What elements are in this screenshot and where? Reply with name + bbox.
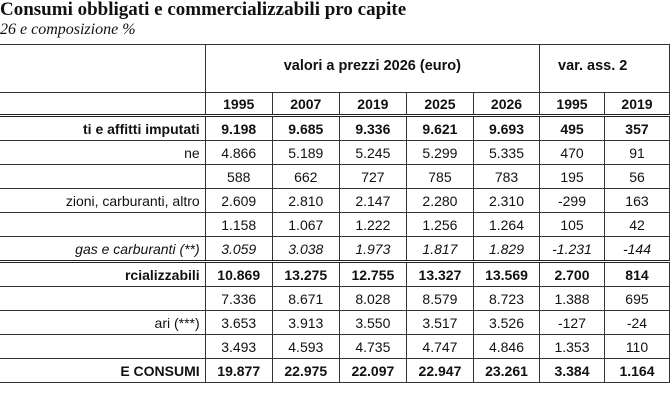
value-cell: 9.336	[339, 116, 406, 141]
value-cell: 8.028	[339, 287, 406, 311]
table-row	[0, 335, 670, 359]
value-cell: 19.877	[205, 359, 272, 383]
table-row	[0, 116, 670, 141]
value-cell: 3.550	[339, 311, 406, 335]
column-header-year: 2019	[339, 93, 406, 116]
value-cell: 13.327	[406, 262, 473, 287]
value-cell: 22.947	[406, 359, 473, 383]
value-cell: 4.735	[339, 335, 406, 359]
variation-cell: 495	[540, 116, 605, 141]
variation-cell: 357	[604, 116, 669, 141]
header-corner	[0, 45, 205, 93]
value-cell: 7.336	[205, 287, 272, 311]
value-cell: 3.913	[272, 311, 339, 335]
header-row-groups	[0, 45, 670, 93]
table-row	[0, 359, 670, 383]
row-label	[0, 165, 205, 189]
row-label: rcializzabili	[0, 262, 205, 287]
value-cell: 1.158	[205, 213, 272, 237]
value-cell: 4.747	[406, 335, 473, 359]
value-cell: 9.693	[473, 116, 539, 141]
table-row	[0, 262, 670, 287]
row-label	[0, 335, 205, 359]
variation-cell: 195	[540, 165, 605, 189]
value-cell: 1.817	[406, 237, 473, 262]
variation-cell: 110	[604, 335, 669, 359]
page-subtitle: 26 e composizione %	[0, 21, 136, 38]
group-header-variation: var. ass. 2	[540, 45, 670, 93]
variation-cell: -24	[604, 311, 669, 335]
value-cell: 22.097	[339, 359, 406, 383]
group-header-values: valori a prezzi 2026 (euro)	[205, 45, 539, 93]
table-row	[0, 287, 670, 311]
value-cell: 13.275	[272, 262, 339, 287]
value-cell: 3.059	[205, 237, 272, 262]
table-row	[0, 311, 670, 335]
variation-cell: 1.353	[540, 335, 605, 359]
column-header-year: 2025	[406, 93, 473, 116]
value-cell: 22.975	[272, 359, 339, 383]
row-label: E CONSUMI	[0, 359, 205, 383]
column-header-year: 2026	[473, 93, 539, 116]
value-cell: 4.866	[205, 141, 272, 165]
value-cell: 12.755	[339, 262, 406, 287]
variation-cell: -299	[540, 189, 605, 213]
value-cell: 588	[205, 165, 272, 189]
variation-cell: 814	[604, 262, 669, 287]
variation-cell: 1.388	[540, 287, 605, 311]
table-viewport	[0, 44, 655, 404]
variation-cell: 470	[540, 141, 605, 165]
header-corner-years	[0, 93, 205, 116]
column-header-var-year: 1995	[540, 93, 605, 116]
variation-cell: 695	[604, 287, 669, 311]
value-cell: 13.569	[473, 262, 539, 287]
table-row	[0, 141, 670, 165]
value-cell: 8.671	[272, 287, 339, 311]
variation-cell: 3.384	[540, 359, 605, 383]
value-cell: 1.222	[339, 213, 406, 237]
variation-cell: 56	[604, 165, 669, 189]
value-cell: 9.685	[272, 116, 339, 141]
value-cell: 23.261	[473, 359, 539, 383]
value-cell: 785	[406, 165, 473, 189]
value-cell: 2.147	[339, 189, 406, 213]
row-label: ti e affitti imputati	[0, 116, 205, 141]
value-cell: 1.973	[339, 237, 406, 262]
value-cell: 9.198	[205, 116, 272, 141]
value-cell: 8.579	[406, 287, 473, 311]
page-title: Consumi obbligati e commercializzabili pro capite	[0, 0, 407, 20]
value-cell: 662	[272, 165, 339, 189]
value-cell: 3.038	[272, 237, 339, 262]
value-cell: 3.493	[205, 335, 272, 359]
row-label: gas e carburanti (**)	[0, 237, 205, 262]
value-cell: 2.810	[272, 189, 339, 213]
table-row	[0, 213, 670, 237]
row-label: ne	[0, 141, 205, 165]
column-header-year: 2007	[272, 93, 339, 116]
value-cell: 5.335	[473, 141, 539, 165]
column-header-var-year: 2019	[604, 93, 669, 116]
value-cell: 727	[339, 165, 406, 189]
value-cell: 2.609	[205, 189, 272, 213]
value-cell: 1.256	[406, 213, 473, 237]
value-cell: 9.621	[406, 116, 473, 141]
value-cell: 4.593	[272, 335, 339, 359]
value-cell: 1.067	[272, 213, 339, 237]
value-cell: 3.653	[205, 311, 272, 335]
variation-cell: 2.700	[540, 262, 605, 287]
value-cell: 783	[473, 165, 539, 189]
variation-cell: 1.164	[604, 359, 669, 383]
variation-cell: 91	[604, 141, 669, 165]
table-row	[0, 165, 670, 189]
value-cell: 2.310	[473, 189, 539, 213]
row-label	[0, 213, 205, 237]
value-cell: 5.299	[406, 141, 473, 165]
value-cell: 2.280	[406, 189, 473, 213]
value-cell: 10.869	[205, 262, 272, 287]
variation-cell: 42	[604, 213, 669, 237]
row-label: zioni, carburanti, altro	[0, 189, 205, 213]
variation-cell: -1.231	[540, 237, 605, 262]
table-row	[0, 189, 670, 213]
value-cell: 3.526	[473, 311, 539, 335]
variation-cell: -144	[604, 237, 669, 262]
value-cell: 4.846	[473, 335, 539, 359]
header-row-years	[0, 93, 670, 116]
variation-cell: 163	[604, 189, 669, 213]
row-label	[0, 287, 205, 311]
data-table	[0, 44, 670, 383]
column-header-year: 1995	[205, 93, 272, 116]
value-cell: 8.723	[473, 287, 539, 311]
row-label: ari (***)	[0, 311, 205, 335]
value-cell: 5.245	[339, 141, 406, 165]
value-cell: 1.829	[473, 237, 539, 262]
table-row	[0, 237, 670, 262]
value-cell: 5.189	[272, 141, 339, 165]
variation-cell: -127	[540, 311, 605, 335]
value-cell: 3.517	[406, 311, 473, 335]
variation-cell: 105	[540, 213, 605, 237]
value-cell: 1.264	[473, 213, 539, 237]
